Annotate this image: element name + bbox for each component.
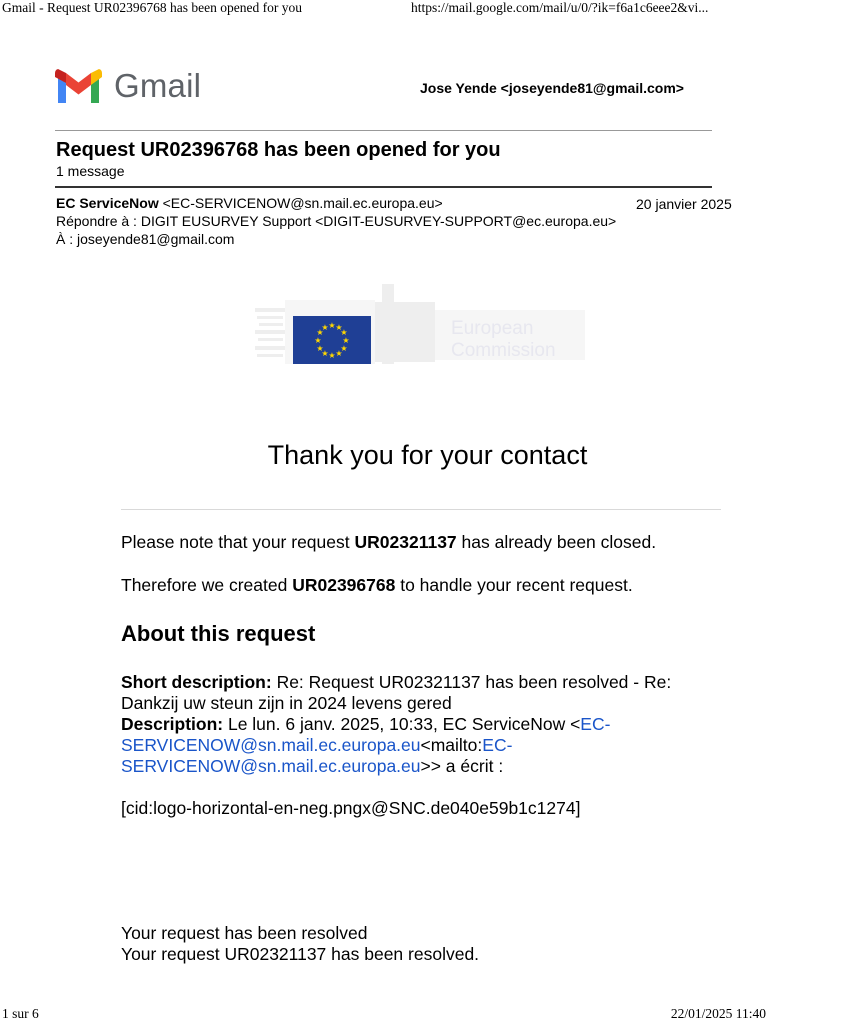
mailto-link[interactable]: EC-SERVICENOW@sn.mail.ec.europa.eu <box>121 735 513 776</box>
cid-line: [cid:logo-horizontal-en-neg.pngx@SNC.de040e59b1c1274] <box>121 798 581 818</box>
svg-text:★: ★ <box>342 336 350 345</box>
resolved-line: Your request UR02321137 has been resolved. <box>121 944 480 964</box>
eu-stars-icon <box>293 316 371 364</box>
created-note <box>121 575 633 596</box>
svg-text:★: ★ <box>316 344 324 353</box>
short-description <box>121 672 731 714</box>
ec-logo-banner <box>255 280 600 370</box>
svg-text:★: ★ <box>335 349 343 358</box>
description <box>121 714 731 777</box>
sender-email: <EC-SERVICENOW@sn.mail.ec.europa.eu> <box>162 195 443 211</box>
print-header-title: Gmail - Request UR02396768 has been opened for you <box>2 0 302 15</box>
gmail-m-icon <box>55 69 102 103</box>
text: Please note that your request <box>121 532 355 552</box>
svg-text:★: ★ <box>321 349 329 358</box>
svg-text:★: ★ <box>328 351 336 360</box>
sender-name: EC ServiceNow <box>56 195 159 211</box>
closed-note <box>121 532 656 553</box>
ec-wordmark-line1: European <box>451 318 534 339</box>
section-heading: About this request <box>121 621 316 646</box>
email-link[interactable]: EC-SERVICENOW@sn.mail.ec.europa.eu <box>121 714 611 755</box>
closed-request-id: UR02321137 <box>354 532 457 552</box>
divider <box>121 509 721 510</box>
text: Le lun. 6 janv. 2025, 10:33, EC ServiceNow < <box>223 714 581 734</box>
account-identity: Jose Yende <joseyende81@gmail.com> <box>420 80 684 96</box>
svg-text:★: ★ <box>335 323 343 332</box>
svg-text:★: ★ <box>314 336 322 345</box>
resolved-line: Your request has been resolved <box>121 923 368 943</box>
divider <box>55 130 712 131</box>
thread-subject: Request UR02396768 has been opened for you <box>56 139 501 161</box>
text: >> a écrit : <box>420 756 504 776</box>
gmail-logo <box>55 68 201 104</box>
svg-text:★: ★ <box>316 328 324 337</box>
text: Therefore we created <box>121 575 293 595</box>
ec-wordmark-line2: Commission <box>451 340 556 361</box>
eu-flag-icon <box>293 316 371 364</box>
description-label: Description: <box>121 714 224 734</box>
svg-text:★: ★ <box>328 321 336 330</box>
print-header <box>0 0 768 20</box>
svg-text:★: ★ <box>321 323 329 332</box>
short-description-label: Short description: <box>121 672 272 692</box>
text: has already been closed. <box>456 532 657 552</box>
svg-text:★: ★ <box>340 328 348 337</box>
message-count: 1 message <box>56 163 125 179</box>
ec-wordmark <box>451 318 556 362</box>
print-footer <box>0 1006 768 1024</box>
reply-to-line: Répondre à : DIGIT EUSURVEY Support <DIGIT-EUSURVEY-SUPPORT@ec.europa.eu> <box>56 213 617 229</box>
body-heading: Thank you for your contact <box>267 440 588 470</box>
svg-text:★: ★ <box>340 344 348 353</box>
text: to handle your recent request. <box>395 575 633 595</box>
divider <box>55 186 712 188</box>
gmail-wordmark: Gmail <box>114 67 202 104</box>
sender-line <box>56 195 443 211</box>
print-header-url: https://mail.google.com/mail/u/0/?ik=f6a1c6eee2&vi... <box>411 0 709 15</box>
message-date: 20 janvier 2025 <box>636 196 732 212</box>
resolved-text <box>121 923 731 965</box>
text: <mailto: <box>420 735 483 755</box>
page-number: 1 sur 6 <box>2 1006 39 1021</box>
short-description-value: Re: Request UR02321137 has been resolved - Re: Dankzij uw steun zijn in 2024 levens gered <box>121 672 672 713</box>
new-request-id: UR02396768 <box>292 575 396 595</box>
to-line: À : joseyende81@gmail.com <box>56 231 235 247</box>
print-datetime: 22/01/2025 11:40 <box>670 1006 766 1021</box>
